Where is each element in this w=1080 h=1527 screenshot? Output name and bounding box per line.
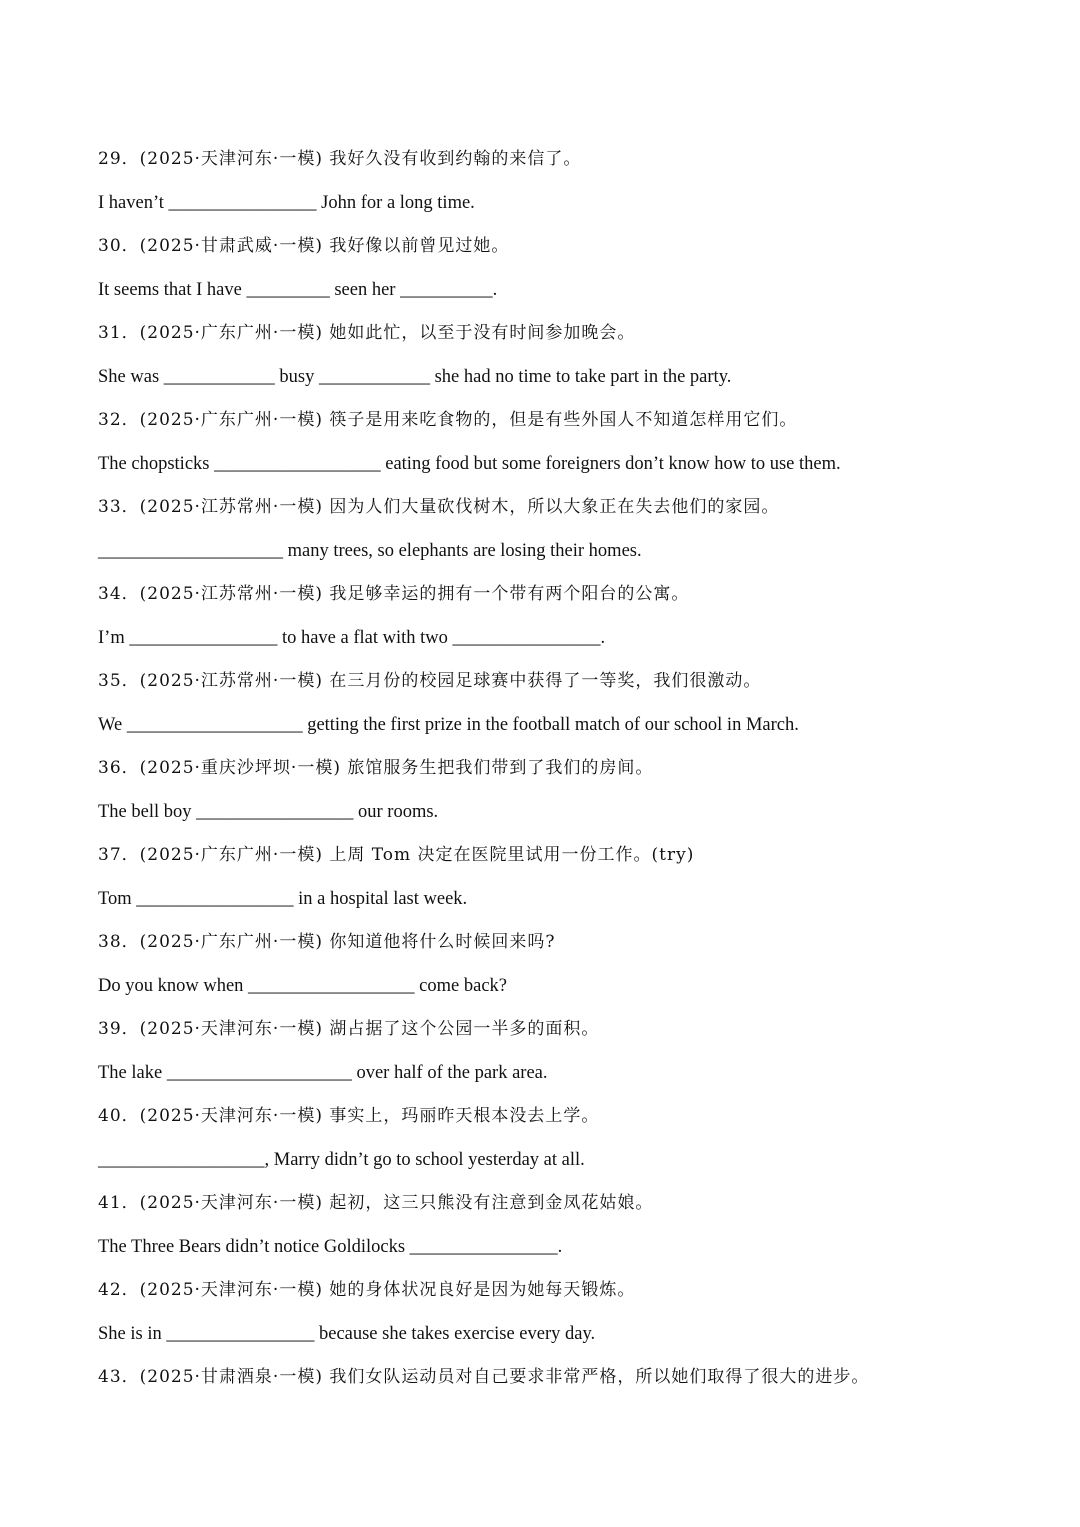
question-40-sentence: __________________, Marry didn’t go to school yesterday at all. xyxy=(98,1150,585,1170)
question-29-prompt: 29．(2025·天津河东·一模) 我好久没有收到约翰的来信了。 xyxy=(98,149,582,169)
question-36-prompt: 36．(2025·重庆沙坪坝·一模) 旅馆服务生把我们带到了我们的房间。 xyxy=(98,758,654,778)
question-34-sentence: I’m ________________ to have a flat with two ________________. xyxy=(98,628,606,648)
question-37-prompt: 37．(2025·广东广州·一模) 上周 Tom 决定在医院里试用一份工作。(try) xyxy=(98,845,695,865)
question-42-prompt: 42．(2025·天津河东·一模) 她的身体状况良好是因为她每天锻炼。 xyxy=(98,1280,636,1300)
question-37-sentence: Tom _________________ in a hospital last week. xyxy=(98,889,468,909)
question-34-prompt: 34．(2025·江苏常州·一模) 我足够幸运的拥有一个带有两个阳台的公寓。 xyxy=(98,584,690,604)
question-31-sentence: She was ____________ busy ____________ she had no time to take part in the party. xyxy=(98,367,732,387)
question-30-prompt: 30．(2025·甘肃武威·一模) 我好像以前曾见过她。 xyxy=(98,236,510,256)
question-43-prompt: 43．(2025·甘肃酒泉·一模) 我们女队运动员对自己要求非常严格，所以她们取得了很大的进步。 xyxy=(98,1367,870,1387)
question-40-prompt: 40．(2025·天津河东·一模) 事实上，玛丽昨天根本没去上学。 xyxy=(98,1106,600,1126)
question-29-sentence: I haven’t ________________ John for a long time. xyxy=(98,193,475,213)
question-38-prompt: 38．(2025·广东广州·一模) 你知道他将什么时候回来吗? xyxy=(98,932,556,952)
question-39-prompt: 39．(2025·天津河东·一模) 湖占据了这个公园一半多的面积。 xyxy=(98,1019,600,1039)
question-33-prompt: 33．(2025·江苏常州·一模) 因为人们大量砍伐树木，所以大象正在失去他们的家园。 xyxy=(98,497,780,517)
question-33-sentence: ____________________ many trees, so elephants are losing their homes. xyxy=(98,541,642,561)
question-30-sentence: It seems that I have _________ seen her __________. xyxy=(98,280,498,300)
question-38-sentence: Do you know when __________________ come back? xyxy=(98,976,507,996)
question-42-sentence: She is in ________________ because she takes exercise every day. xyxy=(98,1324,596,1344)
question-35-sentence: We ___________________ getting the first prize in the football match of our school in March. xyxy=(98,715,799,735)
question-41-prompt: 41．(2025·天津河东·一模) 起初，这三只熊没有注意到金凤花姑娘。 xyxy=(98,1193,654,1213)
question-35-prompt: 35．(2025·江苏常州·一模) 在三月份的校园足球赛中获得了一等奖，我们很激动。 xyxy=(98,671,762,691)
question-32-sentence: The chopsticks __________________ eating food but some foreigners don’t know how to use them. xyxy=(98,454,841,474)
question-36-sentence: The bell boy _________________ our rooms. xyxy=(98,802,439,822)
question-41-sentence: The Three Bears didn’t notice Goldilocks ________________. xyxy=(98,1237,563,1257)
question-39-sentence: The lake ____________________ over half of the park area. xyxy=(98,1063,548,1083)
question-32-prompt: 32．(2025·广东广州·一模) 筷子是用来吃食物的，但是有些外国人不知道怎样用它们。 xyxy=(98,410,798,430)
question-31-prompt: 31．(2025·广东广州·一模) 她如此忙，以至于没有时间参加晚会。 xyxy=(98,323,636,343)
